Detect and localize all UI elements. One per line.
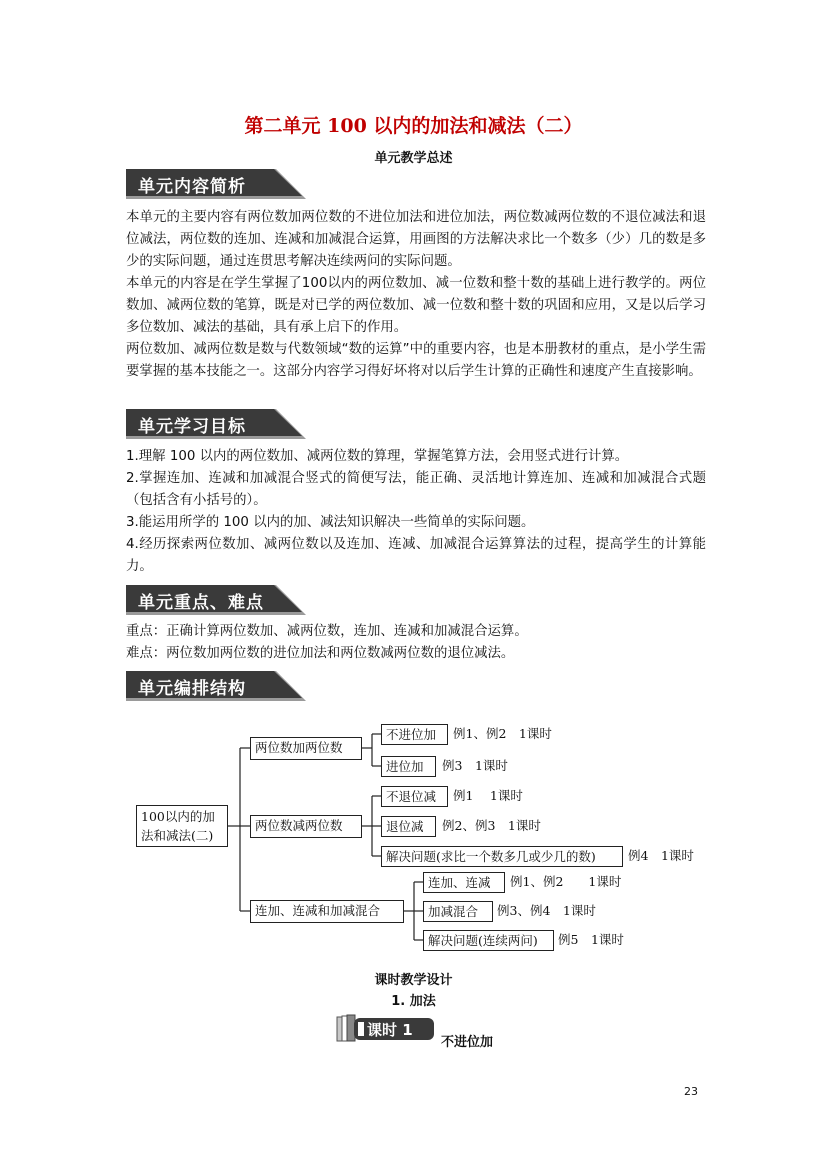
- leaf-box: 加减混合: [423, 901, 493, 922]
- page-number: 23: [684, 1085, 698, 1098]
- section-heading: 单元学习目标: [138, 417, 246, 437]
- lesson-title: 不进位加: [441, 1035, 494, 1050]
- key-point: 重点：正确计算两位数加、减两位数，连加、连减和加减混合运算。: [126, 624, 528, 639]
- section-banner-goals: [126, 409, 304, 439]
- structure-root-box: [136, 805, 228, 847]
- goal-item: 2.掌握连加、连减和加减混合竖式的简便写法，能正确、灵活地计算连加、连减和加减混合式题（包括含有小括号的）。: [126, 471, 706, 508]
- root-label-line: 100以内的加: [141, 809, 215, 824]
- paragraph: 两位数加、减两位数是数与代数领域“数的运算”中的重要内容，也是本册教材的重点，是小学生需要掌握的基本技能之一。这部分内容学习得好坏将对以后学生计算的正确性和速度产生直接影响。: [126, 342, 706, 379]
- leaf-note: 例4 1课时: [628, 848, 694, 863]
- leaf-box: 进位加: [381, 756, 436, 777]
- lesson-design-heading: 课时教学设计: [374, 973, 453, 988]
- leaf-note: 例2、例3 1课时: [442, 818, 541, 833]
- leaf-box: 解决问题(连续两问): [423, 930, 554, 951]
- leaf-box: 解决问题(求比一个数多几或少几的数): [381, 846, 623, 867]
- section-banner-key-points: [126, 585, 304, 615]
- leaf-box: 不退位减: [381, 786, 448, 807]
- section-heading: 单元内容简析: [138, 177, 246, 197]
- section-heading: 单元编排结构: [138, 679, 246, 699]
- paragraph: 本单元的主要内容有两位数加两位数的不进位加法和进位加法，两位数减两位数的不退位减法和退位减法，两位数的连加、连减和加减混合运算，用画图的方法解决求比一个数多（少）几的数是多少的实际问题，通过连贯思考解决连续两问的实际问题。: [126, 210, 706, 269]
- goal-item: 3.能运用所学的 100 以内的加、减法知识解决一些简单的实际问题。: [126, 515, 535, 530]
- goal-item: 1.理解 100 以内的两位数加、减两位数的算理，掌握笔算方法，会用竖式进行计算。: [126, 449, 629, 464]
- goals-list: [126, 446, 706, 578]
- section-banner-structure: [126, 671, 304, 701]
- leaf-note: 例3、例4 1课时: [497, 903, 596, 918]
- key-points-list: [126, 621, 706, 665]
- leaf-box: 连加、连减: [423, 872, 505, 893]
- goal-item: 4.经历探索两位数加、减两位数以及连加、连减、加减混合运算算法的过程，提高学生的计算能力。: [126, 537, 706, 574]
- leaf-note: 例1 1课时: [453, 788, 523, 803]
- content-paragraphs: [126, 207, 706, 383]
- key-point: 难点：两位数加两位数的进位加法和两位数减两位数的退位减法。: [126, 646, 515, 661]
- leaf-box: 不进位加: [381, 724, 448, 745]
- leaf-note: 例1、例2 1课时: [510, 874, 622, 889]
- leaf-note: 例5 1课时: [558, 932, 624, 947]
- leaf-note: 例3 1课时: [442, 758, 508, 773]
- paragraph: 本单元的内容是在学生掌握了100以内的两位数加、减一位数和整十数的基础上进行教学的。两位数加、减两位数的笔算，既是对已学的两位数加、减一位数和整十数的巩固和应用，又是以后学习多位数加、减法的基础，具有承上启下的作用。: [126, 276, 706, 335]
- branch-box: 连加、连减和加减混合: [250, 900, 404, 923]
- document-title: 第二单元 100 以内的加法和减法（二）: [244, 115, 583, 137]
- branch-box: 两位数减两位数: [250, 815, 362, 838]
- section-heading: 单元重点、难点: [138, 593, 264, 613]
- document-subtitle: 单元教学总述: [374, 151, 453, 166]
- lesson-section-title: 1. 加法: [391, 994, 436, 1009]
- lesson-badge: [336, 1014, 436, 1044]
- root-label-line: 法和减法(二): [141, 828, 214, 843]
- leaf-note: 例1、例2 1课时: [453, 726, 552, 741]
- branch-box: 两位数加两位数: [250, 737, 362, 760]
- leaf-box: 退位减: [381, 816, 436, 837]
- section-banner-content: [126, 169, 304, 199]
- lesson-badge-label: 课时 1: [367, 1021, 413, 1039]
